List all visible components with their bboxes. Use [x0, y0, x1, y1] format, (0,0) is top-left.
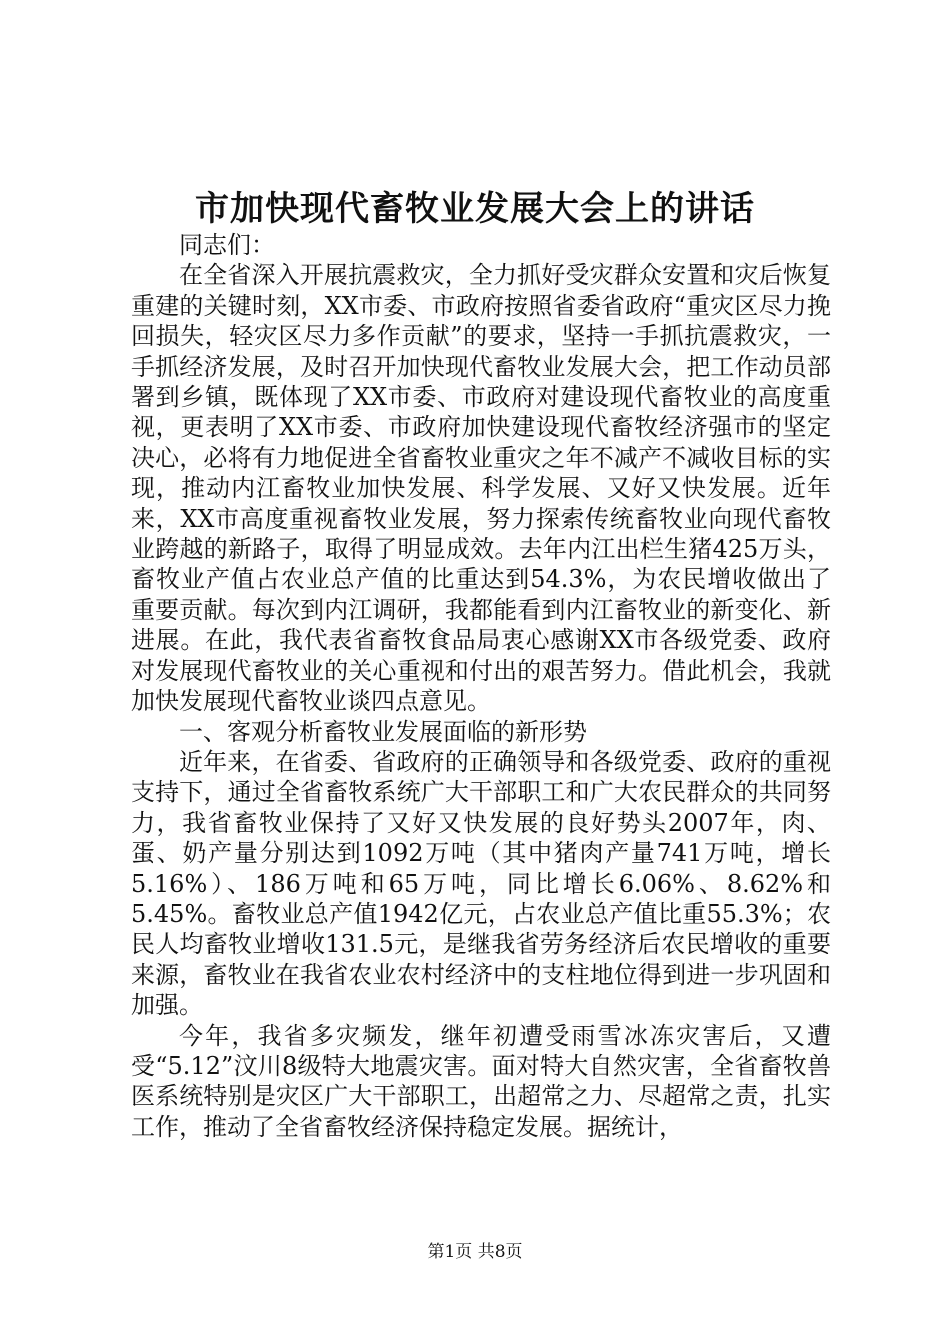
situation-paragraph: 近年来，在省委、省政府的正确领导和各级党委、政府的重视支持下，通过全省畜牧系统广大干部职工和广大农民群众的共同努力，我省畜牧业保持了又好又快发展的良好势头2007年，肉、蛋、奶产量分别达到1092万吨（其中猪肉产量741万吨，增长5.16%）、186万吨和65万吨，同比增长6.06%、8.62%和5.45%。畜牧业总产值1942亿元，占农业总产值比重55.3%；农民人均畜牧业增收131.5元，是继我省劳务经济后农民增收的重要来源，畜牧业在我省农业农村经济中的支柱地位得到进一步巩固和加强。 — [131, 747, 831, 1020]
document-body — [131, 230, 831, 1142]
document-title: 市加快现代畜牧业发展大会上的讲话 — [195, 189, 755, 229]
intro-paragraph: 在全省深入开展抗震救灾，全力抓好受灾群众安置和灾后恢复重建的关键时刻，XX市委、市政府按照省委省政府“重灾区尽力挽回损失，轻灾区尽力多作贡献”的要求，坚持一手抓抗震救灾，一手抓经济发展，及时召开加快现代畜牧业发展大会，把工作动员部署到乡镇，既体现了XX市委、市政府对建设现代畜牧业的高度重视，更表明了XX市委、市政府加快建设现代畜牧经济强市的坚定决心，必将有力地促进全省畜牧业重灾之年不减产不减收目标的实现，推动内江畜牧业加快发展、科学发展、又好又快发展。近年来，XX市高度重视畜牧业发展，努力探索传统畜牧业向现代畜牧业跨越的新路子，取得了明显成效。去年内江出栏生猪425万头，畜牧业产值占农业总产值的比重达到54.3%，为农民增收做出了重要贡献。每次到内江调研，我都能看到内江畜牧业的新变化、新进展。在此，我代表省畜牧食品局衷心感谢XX市各级党委、政府对发展现代畜牧业的关心重视和付出的艰苦努力。借此机会，我就加快发展现代畜牧业谈四点意见。 — [131, 261, 831, 716]
page-footer: 第1页 共8页 — [427, 1242, 523, 1262]
section-heading: 一、客观分析畜牧业发展面临的新形势 — [179, 717, 587, 746]
salutation-paragraph: 同志们： — [179, 231, 275, 259]
disaster-paragraph: 今年，我省多灾频发，继年初遭受雨雪冰冻灾害后，又遭受“5.12”汶川8级特大地震灾害。面对特大自然灾害，全省畜牧兽医系统特别是灾区广大干部职工，出超常之力、尽超常之责，扎实工作，推动了全省畜牧经济保持稳定发展。据统计， — [131, 1021, 831, 1141]
